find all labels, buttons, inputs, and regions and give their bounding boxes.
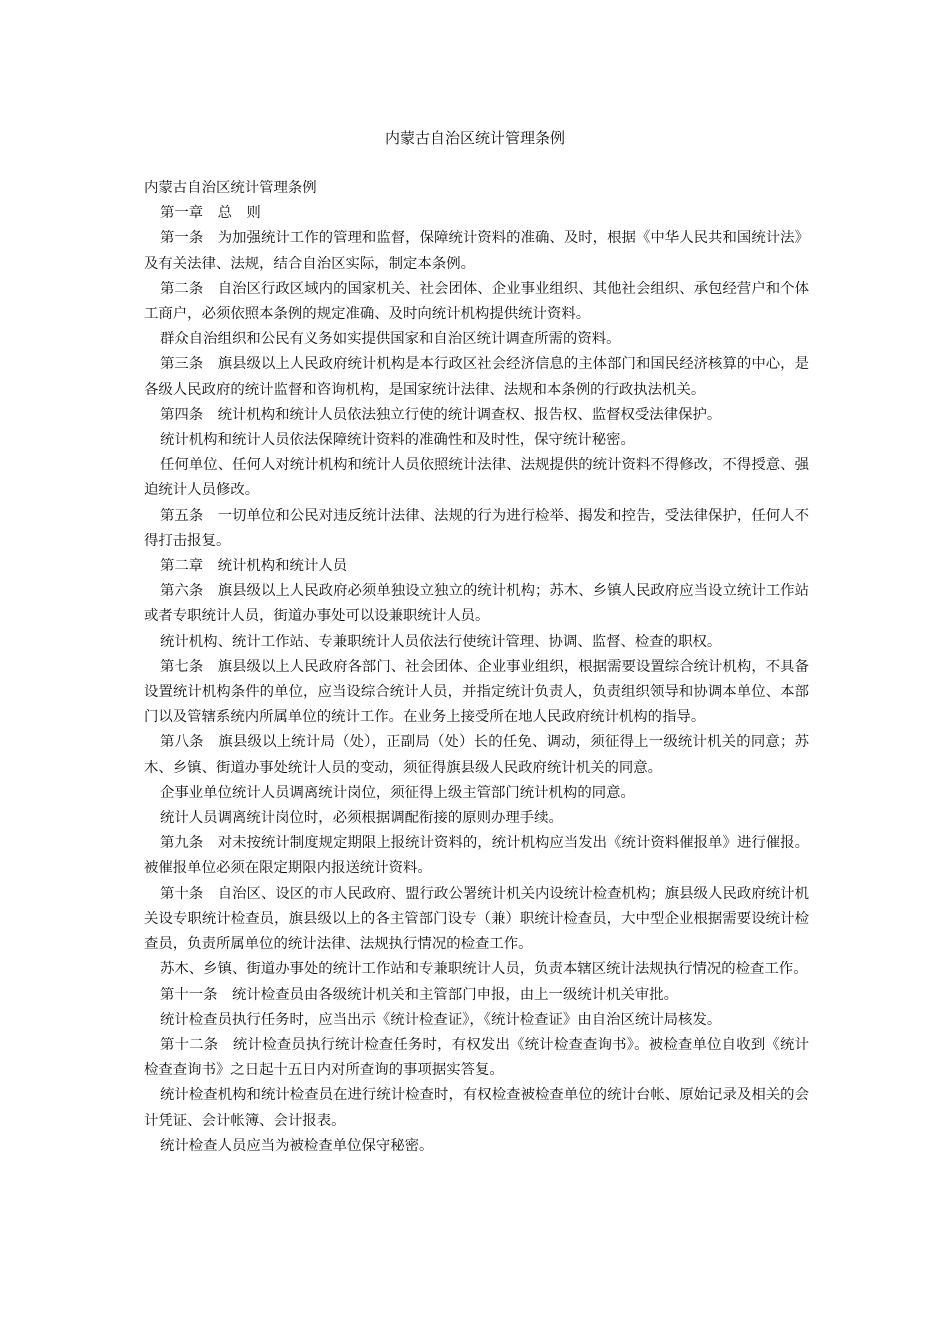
article-paragraph: 第二条 自治区行政区域内的国家机关、社会团体、企业事业组织、其他社会组织、承包经营户和个体工商户，必须依照本条例的规定准确、及时向统计机构提供统计资料。 <box>144 280 809 323</box>
article-paragraph: 第八条 旗县级以上统计局（处），正副局（处）长的任免、调动，须征得上一级统计机关的同意；苏木、乡镇、街道办事处统计人员的变动，须征得旗县级人民政府统计机关的同意。 <box>144 734 809 776</box>
document-body <box>144 176 809 1159</box>
article-paragraph: 统计检查员执行任务时，应当出示《统计检查证》，《统计检查证》由自治区统计局核发。 <box>160 1011 722 1028</box>
chapter-heading: 第二章 统计机构和统计人员 <box>160 558 348 575</box>
article-paragraph: 统计人员调离统计岗位时，必须根据调配衔接的原则办理手续。 <box>160 810 563 827</box>
article-paragraph: 第四条 统计机构和统计人员依法独立行使的统计调查权、报告权、监督权受法律保护。 <box>160 406 722 423</box>
article-paragraph: 第六条 旗县级以上人民政府必须单独设立独立的统计机构；苏木、乡镇人民政府应当设立统计工作站或者专职统计人员，街道办事处可以设兼职统计人员。 <box>144 583 809 625</box>
article-paragraph: 第十条 自治区、设区的市人民政府、盟行政公署统计机关内设统计检查机构；旗县级人民政府统计机关设专职统计检查员，旗县级以上的各主管部门设专（兼）职统计检查员，大中型企业根据需要设统计检查员，负责所属单位的统计法律、法规执行情况的检查工作。 <box>144 885 809 953</box>
article-paragraph: 统计检查人员应当为被检查单位保守秘密。 <box>160 1137 434 1154</box>
document-title: 内蒙古自治区统计管理条例 <box>384 129 565 147</box>
article-paragraph: 统计机构和统计人员依法保障统计资料的准确性和及时性，保守统计秘密。 <box>160 432 635 449</box>
chapter-heading: 第一章 总 则 <box>160 205 261 222</box>
document-subtitle: 内蒙古自治区统计管理条例 <box>144 180 317 196</box>
article-paragraph: 统计机构、统计工作站、专兼职统计人员依法行使统计管理、协调、监督、检查的职权。 <box>160 633 722 650</box>
article-paragraph: 第三条 旗县级以上人民政府统计机构是本行政区社会经济信息的主体部门和国民经济核算的中心，是各级人民政府的统计监督和咨询机构，是国家统计法律、法规和本条例的行政执法机关。 <box>144 356 809 398</box>
article-paragraph: 第十一条 统计检查员由各级统计机关和主管部门申报，由上一级统计机关审批。 <box>160 986 679 1003</box>
article-paragraph: 第七条 旗县级以上人民政府各部门、社会团体、企业事业组织，根据需要设置综合统计机构，不具备设置统计机构条件的单位，应当设综合统计人员，并指定统计负责人，负责组织领导和协调本单位、本部门以及管辖系统内所属单位的统计工作。在业务上接受所在地人民政府统计机构的指导。 <box>144 658 809 726</box>
article-paragraph: 统计检查机构和统计检查员在进行统计检查时，有权检查被检查单位的统计台帐、原始记录及相关的会计凭证、会计帐簿、会计报表。 <box>144 1087 809 1129</box>
article-paragraph: 苏木、乡镇、街道办事处的统计工作站和专兼职统计人员，负责本辖区统计法规执行情况的检查工作。 <box>160 961 808 978</box>
article-paragraph: 第一条 为加强统计工作的管理和监督，保障统计资料的准确、及时，根据《中华人民共和国统计法》及有关法律、法规，结合自治区实际，制定本条例。 <box>144 230 809 272</box>
article-paragraph: 群众自治组织和公民有义务如实提供国家和自治区统计调查所需的资料。 <box>160 331 621 348</box>
article-paragraph: 第九条 对未按统计制度规定期限上报统计资料的，统计机构应当发出《统计资料催报单》进行催报。被催报单位必须在限定期限内报送统计资料。 <box>144 835 809 877</box>
article-paragraph: 第十二条 统计检查员执行统计检查任务时，有权发出《统计检查查询书》。被检查单位自收到《统计检查查询书》之日起十五日内对所查询的事项据实答复。 <box>144 1036 809 1079</box>
article-paragraph: 任何单位、任何人对统计机构和统计人员依照统计法律、法规提供的统计资料不得修改，不得授意、强迫统计人员修改。 <box>144 457 809 499</box>
article-paragraph: 第五条 一切单位和公民对违反统计法律、法规的行为进行检举、揭发和控告，受法律保护，任何人不得打击报复。 <box>144 507 809 549</box>
article-paragraph: 企事业单位统计人员调离统计岗位，须征得上级主管部门统计机构的同意。 <box>160 784 635 801</box>
